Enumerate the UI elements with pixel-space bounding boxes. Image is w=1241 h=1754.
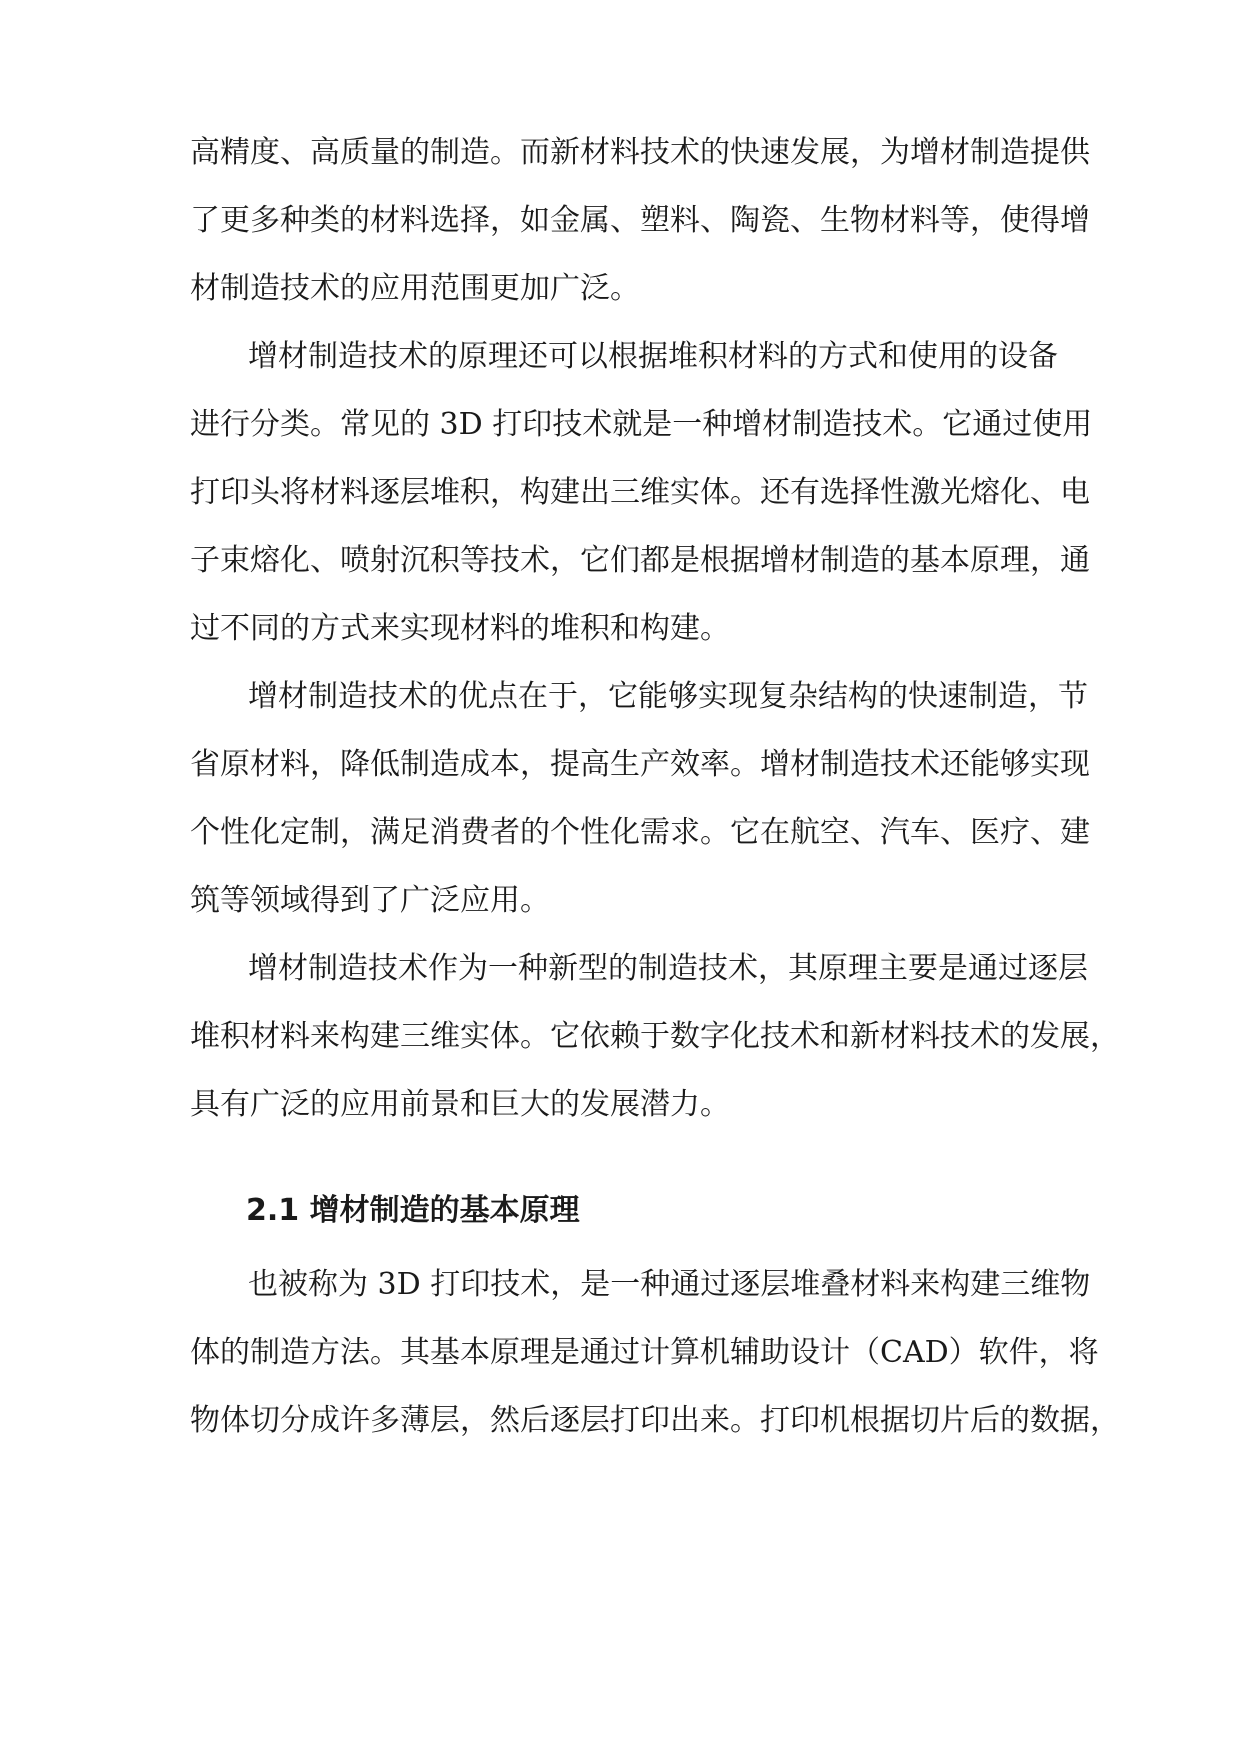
paragraph-1-line-3: 材制造技术的应用范围更加广泛。 xyxy=(190,271,640,306)
paragraph-1-line-2: 了更多种类的材料选择，如金属、塑料、陶瓷、生物材料等，使得增 xyxy=(190,203,1090,238)
paragraph-2-line-2: 进行分类。常见的 3D 打印技术就是一种增材制造技术。它通过使用 xyxy=(190,407,1093,442)
paragraph-2-line-5: 过不同的方式来实现材料的堆积和构建。 xyxy=(190,611,730,646)
paragraph-3-line-4: 筑等领域得到了广泛应用。 xyxy=(190,883,550,918)
section-paragraph-line-1: 也被称为 3D 打印技术，是一种通过逐层堆叠材料来构建三维物 xyxy=(248,1267,1091,1302)
paragraph-2-line-4: 子束熔化、喷射沉积等技术，它们都是根据增材制造的基本原理，通 xyxy=(190,543,1090,578)
section-paragraph-line-3: 物体切分成许多薄层，然后逐层打印出来。打印机根据切片后的数据， xyxy=(190,1403,1120,1438)
section-paragraph-line-2: 体的制造方法。其基本原理是通过计算机辅助设计（CAD）软件，将 xyxy=(190,1335,1099,1370)
paragraph-4-line-3: 具有广泛的应用前景和巨大的发展潜力。 xyxy=(190,1087,730,1122)
paragraph-4-line-1: 增材制造技术作为一种新型的制造技术，其原理主要是通过逐层 xyxy=(248,951,1088,986)
paragraph-4-line-2: 堆积材料来构建三维实体。它依赖于数字化技术和新材料技术的发展， xyxy=(190,1019,1120,1054)
section-heading: 2.1 增材制造的基本原理 xyxy=(246,1193,580,1228)
paragraph-2-line-3: 打印头将材料逐层堆积，构建出三维实体。还有选择性激光熔化、电 xyxy=(190,475,1090,510)
paragraph-2-line-1: 增材制造技术的原理还可以根据堆积材料的方式和使用的设备 xyxy=(248,339,1058,374)
paragraph-3-line-1: 增材制造技术的优点在于，它能够实现复杂结构的快速制造，节 xyxy=(248,679,1088,714)
paragraph-3-line-3: 个性化定制，满足消费者的个性化需求。它在航空、汽车、医疗、建 xyxy=(190,815,1090,850)
paragraph-1-line-1: 高精度、高质量的制造。而新材料技术的快速发展，为增材制造提供 xyxy=(190,135,1090,170)
paragraph-3-line-2: 省原材料，降低制造成本，提高生产效率。增材制造技术还能够实现 xyxy=(190,747,1090,782)
